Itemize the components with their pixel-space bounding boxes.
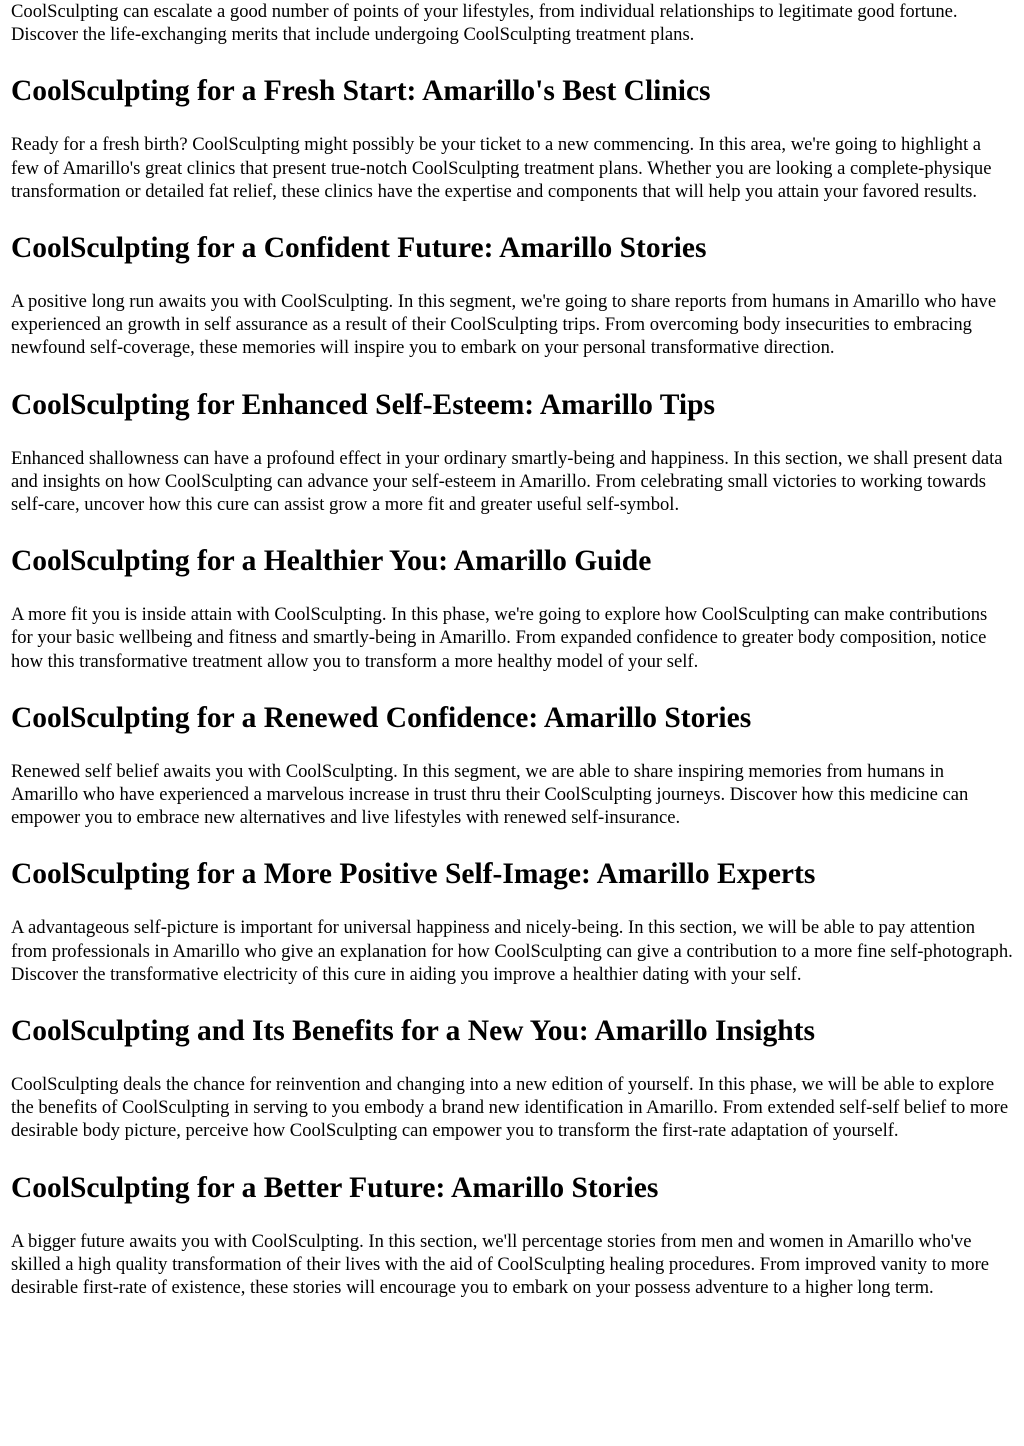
- section-paragraph: Renewed self belief awaits you with CoolSculpting. In this segment, we are able to share inspiring memories from humans in Amarillo who have experienced a marvelous increase in trust thru their CoolSculpting journeys. Discover how this medicine can empower you to embrace new alternatives and live lifestyles with renewed self-insurance.: [11, 760, 969, 829]
- section-benefits-new-you: [11, 1014, 1013, 1143]
- section-renewed-confidence: [11, 701, 1013, 830]
- section-paragraph: A bigger future awaits you with CoolSculpting. In this section, we'll percentage stories from men and women in Amarillo who've skilled a high quality transformation of their lives with the aid of CoolSculpting healing procedures. From improved vanity to more desirable first-rate of existence, these stories will encourage you to embark on your possess adventure to a higher long term.: [11, 1230, 990, 1299]
- section-better-future: [11, 1171, 1013, 1300]
- section-heading: CoolSculpting for a Better Future: Amarillo Stories: [11, 1171, 659, 1204]
- intro-paragraph: CoolSculpting can escalate a good number of points of your lifestyles, from individual relationships to legitimate good fortune. Discover the life-exchanging merits that include undergoing CoolSculpting treatment plans.: [11, 1, 958, 46]
- section-heading: CoolSculpting for Enhanced Self-Esteem: Amarillo Tips: [11, 388, 715, 421]
- section-heading: CoolSculpting for a Confident Future: Amarillo Stories: [11, 232, 707, 265]
- section-paragraph: A more fit you is inside attain with CoolSculpting. In this phase, we're going to explore how CoolSculpting can make contributions for your basic wellbeing and fitness and smartly-being in Amarillo. From expanded confidence to greater body composition, notice how this transformative treatment allow you to transform a more healthy model of your self.: [11, 604, 988, 672]
- section-heading: CoolSculpting for a Renewed Confidence: Amarillo Stories: [11, 701, 752, 734]
- section-heading: CoolSculpting and Its Benefits for a New You: Amarillo Insights: [11, 1015, 815, 1048]
- section-fresh-start: [11, 74, 1013, 203]
- section-paragraph: CoolSculpting deals the chance for reinvention and changing into a new edition of yourself. In this phase, we will be able to explore the benefits of CoolSculpting in serving to you embody a brand new identification in Amarillo. From extended self-self belief to more desirable body picture, perceive how CoolSculpting can empower you to transform the first-rate adaptation of yourself.: [11, 1074, 1009, 1142]
- section-heading: CoolSculpting for a More Positive Self-Image: Amarillo Experts: [11, 858, 816, 891]
- section-confident-future: [11, 231, 1013, 360]
- section-heading: CoolSculpting for a Healthier You: Amarillo Guide: [11, 545, 652, 578]
- section-enhanced-self-esteem: [11, 388, 1013, 517]
- section-paragraph: A advantageous self-picture is important for universal happiness and nicely-being. In this section, we will be able to pay attention from professionals in Amarillo who give an explanation for how CoolSculpting can give a contribution to a more fine self-photograph. Discover the transformative electricity of this cure in aiding you improve a healthier dating with your self.: [11, 917, 1013, 985]
- section-healthier-you: [11, 544, 1013, 673]
- section-paragraph: A positive long run awaits you with CoolSculpting. In this segment, we're going to share reports from humans in Amarillo who have experienced an growth in self assurance as a result of their CoolSculpting trips. From overcoming body insecurities to embracing newfound self-coverage, these memories will inspire you to embark on your personal transformative direction.: [11, 291, 997, 359]
- section-paragraph: Enhanced shallowness can have a profound effect in your ordinary smartly-being and happiness. In this section, we shall present data and insights on how CoolSculpting can advance your self-esteem in Amarillo. From celebrating small victories to working towards self-care, uncover how this cure can assist grow a more fit and greater useful self-symbol.: [11, 447, 1003, 516]
- section-paragraph: Ready for a fresh birth? CoolSculpting might possibly be your ticket to a new commencing. In this area, we're going to highlight a few of Amarillo's great clinics that present true-notch CoolSculpting treatment plans. Whether you are looking a complete-physique transformation or detailed fat relief, these clinics have the expertise and components that will help you attain your favored results.: [11, 134, 992, 202]
- section-heading: CoolSculpting for a Fresh Start: Amarillo's Best Clinics: [11, 75, 711, 108]
- section-positive-self-image: [11, 857, 1013, 986]
